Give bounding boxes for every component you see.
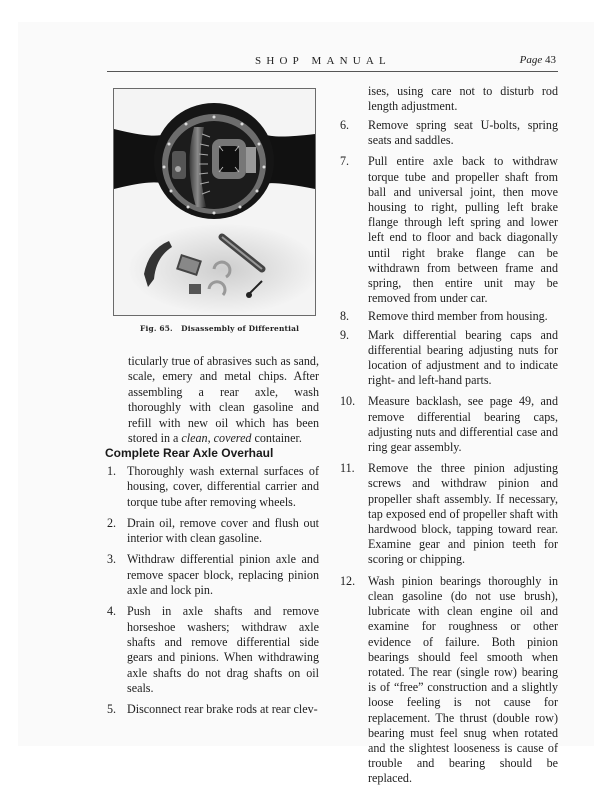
page-number-value: 43 (545, 54, 556, 66)
step-item (107, 552, 319, 598)
step-item (340, 154, 558, 306)
step-number: 11. (340, 461, 355, 476)
step-number: 8. (340, 309, 350, 324)
section-heading: Complete Rear Axle Overhaul (105, 446, 274, 460)
intro-text: container. (251, 431, 302, 446)
differential-illustration (114, 89, 315, 315)
figure-caption: Fig. 65. Disassembly of Differential (140, 324, 300, 333)
emphasis-covered: covered (213, 431, 252, 446)
step-text: Withdraw differential pinion axle and remove spacer block, replacing pinion axle and lock pin. (127, 552, 319, 598)
step-item (107, 515, 319, 547)
step-text: Wash pinion bearings thoroughly in clean gasoline (do not use brush), lubricate with clean engine oil and examine for roughness or other evidence of failure. Both pinion bearings should feel smooth when rotated. The rear (single row) bearing is of “free” construction and a slightly loose feeling is not cause for replacement. The thrust (double row) bearing must feel snug when rotated and the slightest looseness is cause of trouble and bearing should be replaced. (368, 573, 558, 786)
step-number: 6. (340, 118, 350, 132)
step-item (107, 464, 319, 510)
right-column-continuation (368, 84, 558, 115)
emphasis-clean: clean (181, 431, 208, 446)
left-column-intro (128, 354, 319, 446)
step-item (340, 118, 558, 148)
step-item (107, 604, 319, 696)
step-item (107, 702, 319, 717)
page-label: Page (519, 54, 543, 66)
intro-text: ticularly true of abrasives such as sand, scale, emery and metal chips. After assembling a rear axle, wash thoroughly with clean gasoline and refill with new oil which has been stored in a (128, 354, 319, 446)
step-number: 10. (340, 394, 356, 409)
step-number: 7. (340, 154, 350, 169)
manual-title: SHOP MANUAL (255, 55, 391, 67)
step-text: Push in axle shafts and remove horseshoe washers; withdraw axle shafts and remove differential side gears and pinions. When withdrawing axle shafts do not drag shafts on oil seals. (127, 604, 319, 695)
step-text: Thoroughly wash external surfaces of housing, cover, differential carrier and torque tube after removing wheels. (127, 464, 319, 509)
step-number: 2. (107, 515, 117, 530)
intro-paragraph (128, 354, 319, 446)
page-number (520, 54, 556, 66)
step-text: Drain oil, remove cover and flush out interior with clean gasoline. (127, 515, 319, 546)
step-item (340, 461, 558, 567)
step-text: Remove third member from housing. (368, 309, 548, 324)
right-step-list (340, 118, 558, 793)
continuation-text: ises, using care not to disturb rod length adjustment. (368, 84, 558, 114)
step-text: Remove the three pinion adjusting screws and withdraw pinion and propeller shaft assembly. If necessary, tap exposed end of propeller shaft with hardwood block, tapping toward rear. Examine gear and pinion teeth for scoring or chipping. (368, 461, 558, 567)
step-number: 3. (107, 552, 117, 567)
step-number: 12. (340, 573, 356, 588)
step-text: Measure backlash, see page 49, and remove differential bearing caps, adjusting nuts and differential case and ring gear assembly. (368, 394, 558, 455)
step-text: Disconnect rear brake rods at rear clev- (127, 702, 318, 717)
step-text: Remove spring seat U-bolts, spring seats and saddles. (368, 118, 558, 148)
step-item (340, 327, 558, 389)
step-number: 9. (340, 327, 350, 342)
left-step-list (107, 464, 319, 723)
step-number: 4. (107, 604, 117, 619)
step-item (340, 309, 558, 324)
intro-text: , (207, 431, 214, 446)
step-item (340, 573, 558, 787)
step-item (340, 394, 558, 455)
step-number: 5. (107, 702, 117, 717)
step-text: Pull entire axle back to withdraw torque tube and propeller shaft from ball and universal joint, then move housing to right, pulling left brake flange through left spring and lower left end to floor and back diagonally until right brake flange can be withdrawn from between frame and spring, then entire unit may be removed from under car. (368, 154, 558, 306)
step-text: Mark differential bearing caps and differential bearing adjusting nuts for location of adjustment and to indicate right- and left-hand parts. (368, 327, 558, 388)
page-header (107, 54, 558, 72)
differential-photo (113, 88, 316, 316)
step-number: 1. (107, 464, 117, 478)
